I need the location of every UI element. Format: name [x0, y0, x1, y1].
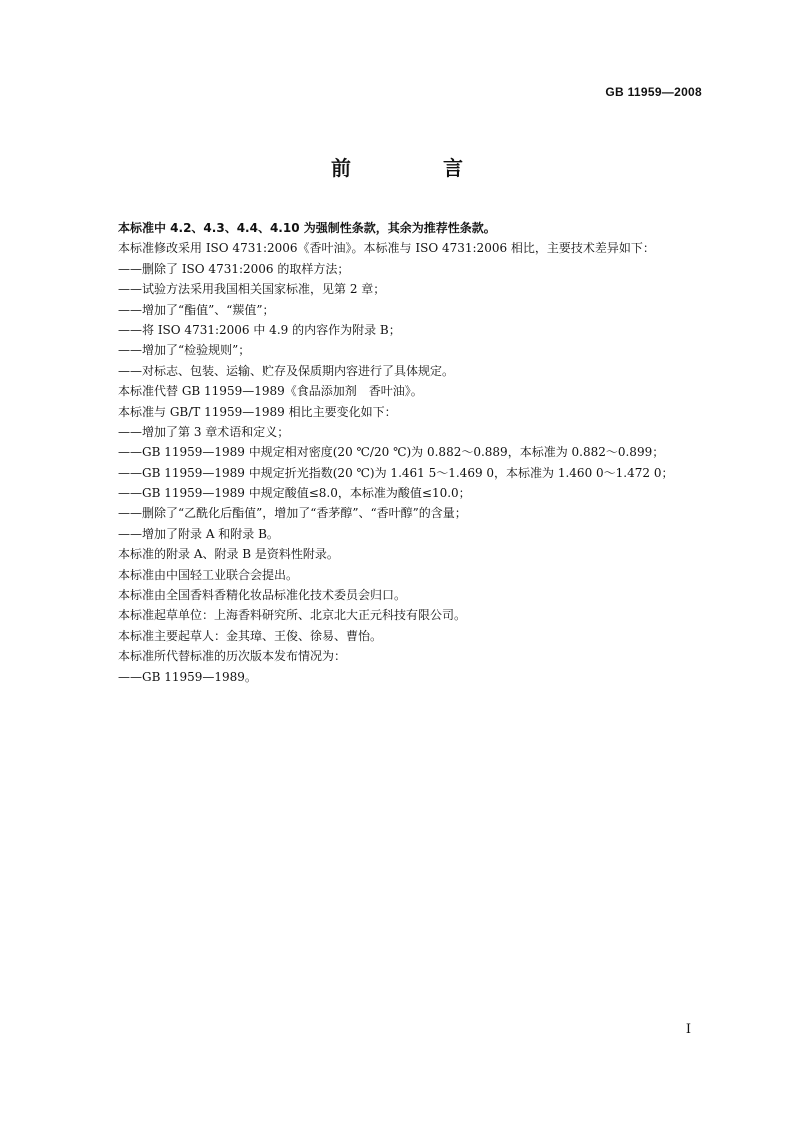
paragraph: 本标准与 GB/T 11959—1989 相比主要变化如下： [118, 404, 397, 419]
foreword-body [118, 218, 718, 687]
list-item: ——GB 11959—1989 中规定酸值≤8.0，本标准为酸值≤10.0； [118, 486, 471, 501]
paragraph: 本标准起草单位：上海香料研究所、北京北大正元科技有限公司。 [118, 608, 467, 623]
page-title: 前 言 [331, 156, 499, 180]
paragraph: 本标准由中国轻工业联合会提出。 [118, 567, 299, 582]
list-item: ——试验方法采用我国相关国家标准，见第 2 章； [118, 282, 386, 297]
paragraph: 本标准所代替标准的历次版本发布情况为： [118, 649, 347, 664]
list-item: ——对标志、包装、运输、贮存及保质期内容进行了具体规定。 [118, 363, 455, 378]
list-item: ——GB 11959—1989 中规定折光指数(20 ℃)为 1.461 5～1.469 0，本标准为 1.460 0～1.472 0； [118, 465, 674, 480]
list-item: ——将 ISO 4731:2006 中 4.9 的内容作为附录 B； [118, 322, 401, 337]
list-item: ——增加了“酯值”、“羰值”； [118, 302, 275, 317]
list-item: ——增加了附录 A 和附录 B。 [118, 526, 279, 541]
list-item: ——GB 11959—1989。 [118, 669, 257, 684]
list-item: ——GB 11959—1989 中规定相对密度(20 ℃/20 ℃)为 0.882～0.889，本标准为 0.882～0.899； [118, 445, 665, 460]
list-item: ——增加了第 3 章术语和定义； [118, 424, 290, 439]
paragraph: 本标准的附录 A、附录 B 是资料性附录。 [118, 547, 339, 562]
standard-code: GB 11959—2008 [605, 85, 702, 99]
page-number: I [685, 1022, 691, 1037]
paragraph-mandatory-clauses: 本标准中 4.2、4.3、4.4、4.10 为强制性条款，其余为推荐性条款。 [118, 221, 496, 235]
paragraph: 本标准修改采用 ISO 4731:2006《香叶油》。本标准与 ISO 4731:2006 相比，主要技术差异如下： [118, 241, 655, 256]
paragraph: 本标准由全国香料香精化妆品标准化技术委员会归口。 [118, 588, 407, 603]
paragraph: 本标准主要起草人：金其璋、王俊、徐易、曹怡。 [118, 628, 383, 643]
list-item: ——删除了 ISO 4731:2006 的取样方法； [118, 261, 350, 276]
list-item: ——删除了“乙酰化后酯值”，增加了“香茅醇”、“香叶醇”的含量； [118, 506, 467, 521]
paragraph: 本标准代替 GB 11959—1989《食品添加剂 香叶油》。 [118, 384, 423, 399]
list-item: ——增加了“检验规则”； [118, 343, 251, 358]
